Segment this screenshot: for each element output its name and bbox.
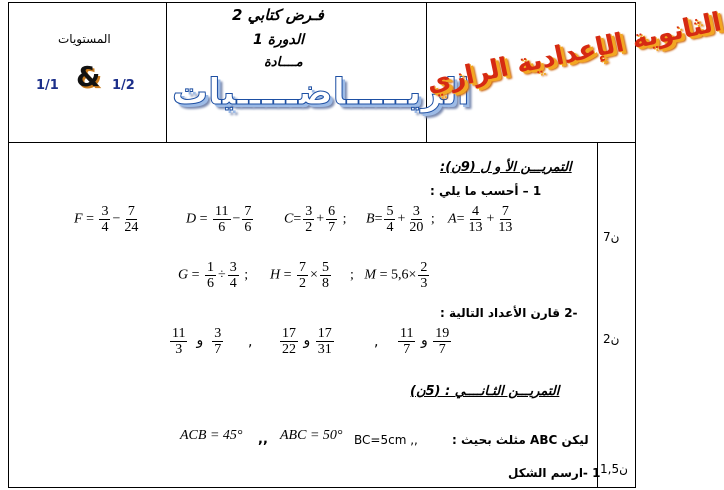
level-left: 1/1 (36, 78, 59, 93)
school-logo (424, 7, 724, 132)
exercise-1-q1: 1 – أحسب ما يلي : (430, 184, 542, 198)
angle-acb: ACB = 45° (180, 428, 243, 443)
compare-pair-1: $\frac{11}{3}$ و $\frac{3}{7}$ (172, 326, 222, 357)
subject-label: مــــادة (264, 55, 303, 70)
subject-wordart: الريـــــاضـــــيات (172, 72, 470, 113)
exercise-2-title: التمريـــن الثـانــــي : (5ن) (410, 384, 560, 399)
points-ex1-q2: ن2 (603, 332, 620, 346)
expr-H: H = $\frac{7}{2}$ × $\frac{5}{8}$ (270, 260, 329, 291)
exercise-1-title: التمريـــن الأ و ل (9ن): (440, 160, 572, 175)
expr-G: G = $\frac{1}{6}$ ÷ $\frac{3}{4}$ ; (178, 260, 249, 291)
compare-pair-3: $\frac{11}{7}$ و $\frac{19}{7}$ (400, 326, 450, 357)
header-divider (8, 142, 636, 143)
angle-abc: ABC = 50° (280, 428, 343, 443)
level-right: 1/2 (112, 78, 135, 93)
school-logo-text: الثانوية الإعدادية الرازي (424, 7, 724, 99)
expr-A: A= $\frac{4}{13}$ + $\frac{7}{13}$ (448, 204, 513, 235)
ampersand-symbol: & (76, 60, 101, 93)
levels-label: المستويات (58, 32, 111, 46)
session-label: الدورة 1 (253, 32, 304, 48)
points-column-separator (597, 142, 598, 488)
points-ex1-q1: ن7 (603, 230, 620, 244)
exam-title: فـرض كتابي 2 (232, 6, 324, 24)
side-bc: BC=5cm ,, (354, 433, 418, 447)
expr-D: D = $\frac{11}{6}$ − $\frac{7}{6}$ (186, 204, 252, 235)
angle-separator: ,, (258, 432, 268, 447)
compare-pair-2: $\frac{17}{22}$ و $\frac{17}{31}$ (282, 326, 332, 357)
expr-M: ; M = 5,6× $\frac{2}{3}$ (350, 260, 428, 291)
expr-C: C= $\frac{3}{2}$ + $\frac{6}{7}$ ; (284, 204, 347, 235)
points-ex2-q1: ن1,5 (600, 462, 628, 476)
header-separator-left (166, 2, 167, 142)
exercise-2-q1: 1 -ارسم الشكل (508, 466, 601, 480)
exercise-2-statement: ليكن ABC مثلث بحيث : (452, 433, 589, 447)
compare-sep-1: , (248, 334, 253, 350)
expr-F: F = $\frac{3}{4}$ − $\frac{7}{24}$ (74, 204, 139, 235)
expr-B: B= $\frac{5}{4}$ + $\frac{3}{20}$ ; (366, 204, 435, 235)
exercise-1-q2: -2 قارن الأعداد التالية : (440, 306, 578, 320)
compare-sep-2: , (374, 334, 379, 350)
